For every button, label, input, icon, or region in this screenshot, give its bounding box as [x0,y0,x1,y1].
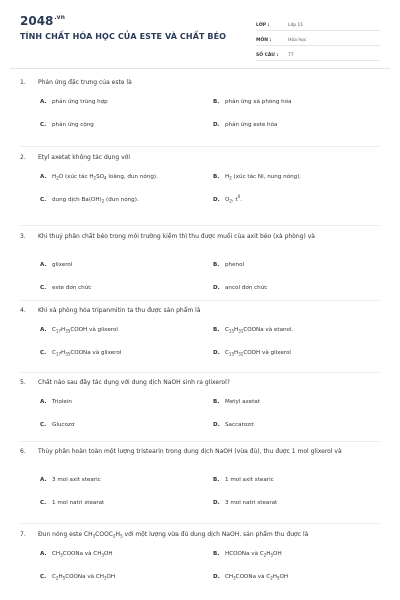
header [0,0,400,64]
option-letter: B. [213,99,220,105]
answer-option-a[interactable] [40,398,72,407]
answer-option-a[interactable] [40,98,108,107]
question-divider [20,300,380,301]
option-text: phản ứng este hóa [225,122,278,128]
option-text: phenol [225,262,245,268]
option-text: $C_{17}H_{35}COONa$ và glixerol [52,350,122,357]
question-2 [0,153,400,223]
meta-value: 77 [288,53,294,58]
option-text: este đơn chức [52,285,92,291]
option-letter: C. [40,422,47,428]
option-letter: D. [213,350,220,356]
answer-option-c[interactable] [40,499,104,508]
question-number: 3. [20,233,26,240]
question-divider [20,372,380,373]
meta-row-class [256,16,380,31]
option-text: Glucozơ [52,422,75,428]
answer-option-a[interactable] [40,326,118,335]
question-divider [20,225,380,226]
option-text: 1 mol natri stearat [52,500,105,506]
option-text: $O_2$, $t^0$. [225,194,243,204]
option-letter: C. [40,122,47,128]
answer-option-a[interactable] [40,173,158,182]
option-letter: A. [40,399,47,405]
meta-label: SỐ CÂU : [256,53,279,58]
question-text: Thủy phân hoàn toàn một lượng tristearin trong dung dịch NaOH (vừa đủ), thu được 1 mol glixerol và [38,448,342,455]
option-text: Saccarozơ [225,422,254,428]
question-divider [20,146,380,147]
answer-option-d[interactable] [213,421,254,430]
question-1 [0,78,400,144]
site-logo[interactable] [20,14,65,28]
meta-row-subject [256,31,380,46]
option-letter: D. [213,422,220,428]
answer-option-b[interactable] [213,98,292,107]
question-7 [0,530,400,600]
question-5 [0,378,400,439]
answer-option-c[interactable] [40,121,94,130]
option-text: $CH_3COONa$ và $C_2H_5OH$ [225,574,289,581]
question-number: 4. [20,307,26,314]
answer-option-b[interactable] [213,261,244,270]
option-letter: B. [213,174,220,180]
option-letter: D. [213,122,220,128]
option-text: $CH_3COONa$ và $CH_3OH$ [52,551,113,558]
option-letter: C. [40,574,47,580]
question-4 [0,306,400,370]
option-text: 1 mol axit stearic [225,477,274,483]
option-text: Metyl axetat [225,399,260,405]
answer-option-c[interactable] [40,349,121,358]
logo-sup: .vn [54,14,65,21]
logo-main: 2048 [20,14,54,28]
answer-option-d[interactable] [213,499,277,508]
option-letter: B. [213,551,220,557]
question-number: 1. [20,79,26,86]
answer-option-b[interactable] [213,476,274,485]
option-letter: A. [40,99,47,105]
question-6 [0,447,400,521]
option-text: $C_{17}H_{35}COOH$ và glixerol [52,327,118,334]
meta-value: Lớp 11 [288,23,304,28]
question-text: Phản ứng đặc trưng của este là [38,79,132,86]
answer-option-a[interactable] [40,476,101,485]
answer-option-d[interactable] [213,573,288,582]
meta-label: MÔN : [256,38,272,43]
option-text: dung dịch $Ba(OH)_2$ (đun nóng). [52,197,139,204]
question-text: Khi xà phòng hóa tripanmitin ta thu được sản phẩm là [38,307,201,314]
answer-option-d[interactable] [213,284,267,293]
option-text: $C_{15}H_{31}COOH$ và glixerol [225,350,291,357]
meta-info [256,16,380,61]
option-text: phản ứng trùng hợp [52,99,108,105]
answer-option-b[interactable] [213,326,293,335]
question-number: 6. [20,448,26,455]
question-divider [20,441,380,442]
answer-option-d[interactable] [213,121,277,130]
option-text: $H_2O$ (xúc tác $H_2SO_4$ loãng, đun nóng). [52,174,158,181]
option-letter: B. [213,327,220,333]
option-letter: B. [213,477,220,483]
option-letter: B. [213,262,220,268]
option-text: 3 mol axit stearic [52,477,101,483]
question-text: Khi thuỷ phân chất béo trong môi trường kiềm thì thu được muối của axit béo (xà phòng) và [38,233,315,240]
option-letter: C. [40,285,47,291]
answer-option-d[interactable] [213,349,291,358]
question-number: 2. [20,154,26,161]
question-text: Chất nào sau đây tác dụng với dung dịch NaOH sinh ra glixerol? [38,379,230,386]
option-text: $C_{15}H_{31}COONa$ và etanol. [225,327,294,334]
option-letter: C. [40,350,47,356]
answer-option-a[interactable] [40,261,72,270]
answer-option-c[interactable] [40,196,139,205]
option-text: glixerol [52,262,73,268]
answer-option-b[interactable] [213,398,260,407]
question-divider [20,523,380,524]
option-text: phản ứng xà phòng hóa [225,99,292,105]
option-text: $C_2H_5COONa$ và $CH_3OH$ [52,574,116,581]
question-text: Etyl axetat không tác dụng với [38,154,131,161]
answer-option-b[interactable] [213,550,282,559]
question-number: 7. [20,531,26,538]
page-title: TÍNH CHẤT HÓA HỌC CỦA ESTE VÀ CHẤT BÉO [20,32,227,41]
option-letter: A. [40,174,47,180]
option-letter: C. [40,500,47,506]
option-letter: B. [213,399,220,405]
option-text: phản ứng cộng [52,122,94,128]
answer-option-c[interactable] [40,573,115,582]
option-text: HCOONa và $C_2H_5OH$ [225,551,282,558]
option-letter: D. [213,574,220,580]
option-letter: C. [40,197,47,203]
option-letter: A. [40,262,47,268]
header-divider [10,68,390,69]
option-text: 3 mol natri stearat [225,500,278,506]
option-letter: A. [40,327,47,333]
meta-value: Hóa học [288,38,307,43]
question-number: 5. [20,379,26,386]
option-text: ancol đơn chức [225,285,268,291]
meta-label: LỚP : [256,23,270,28]
option-letter: A. [40,551,47,557]
option-letter: D. [213,500,220,506]
answer-option-a[interactable] [40,550,113,559]
answer-option-c[interactable] [40,284,91,293]
answer-option-c[interactable] [40,421,74,430]
option-text: Triolein [52,399,72,405]
meta-row-count [256,46,380,61]
option-letter: D. [213,285,220,291]
question-3 [0,232,400,298]
answer-option-d[interactable] [213,196,242,205]
option-letter: A. [40,477,47,483]
option-letter: D. [213,197,220,203]
option-text: $H_2$ (xúc tác Ni, nung nóng). [225,174,302,181]
answer-option-b[interactable] [213,173,301,182]
question-text: Đun nóng este $CH_3COOC_2H_5$ với một lượng vừa đủ dung dịch NaOH, sản phẩm thu được là [38,531,309,539]
